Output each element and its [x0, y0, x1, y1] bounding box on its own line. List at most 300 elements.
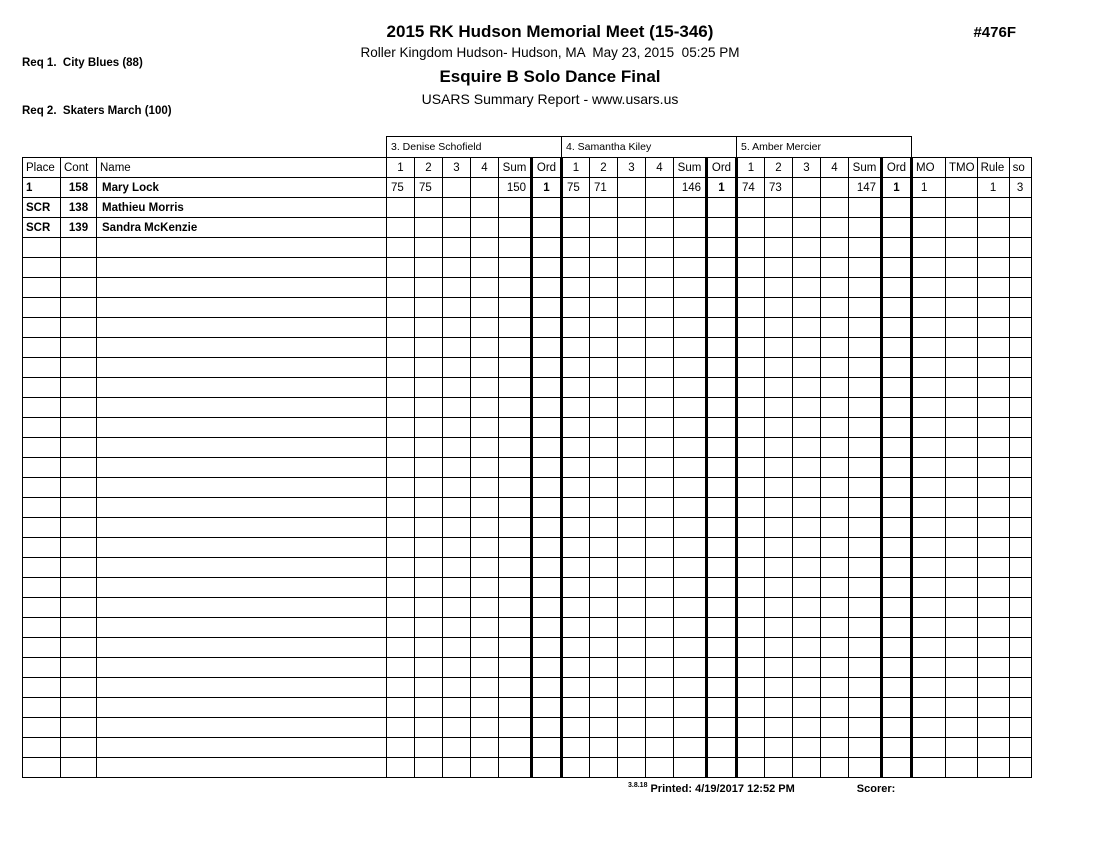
cell-name	[97, 238, 387, 258]
cell-j2-score2	[590, 698, 618, 718]
cell-j1-sum	[499, 278, 532, 298]
table-row-empty	[23, 738, 1032, 758]
cell-j2-ord	[707, 678, 737, 698]
cell-cont	[61, 438, 97, 458]
cell-j3-score3	[793, 718, 821, 738]
cell-j1-score2	[415, 398, 443, 418]
cell-j3-score3	[793, 658, 821, 678]
cell-j1-ord	[532, 598, 562, 618]
cell-j3-score2	[765, 738, 793, 758]
cell-j3-score3	[793, 478, 821, 498]
cell-j3-ord	[882, 378, 912, 398]
cell-j3-sum	[849, 298, 882, 318]
cell-j3-score1	[737, 718, 765, 738]
cell-rule	[977, 718, 1009, 738]
cell-j3-score4	[821, 498, 849, 518]
cell-name	[97, 718, 387, 738]
cell-rule	[977, 398, 1009, 418]
cell-j2-sum	[674, 358, 707, 378]
cell-j3-sum	[849, 398, 882, 418]
cell-j2-sum	[674, 498, 707, 518]
cell-j1-score3	[443, 758, 471, 778]
cell-so	[1009, 578, 1031, 598]
cell-j3-score3	[793, 498, 821, 518]
cell-j3-ord	[882, 618, 912, 638]
cell-j1-score3	[443, 478, 471, 498]
cell-j2-ord	[707, 258, 737, 278]
cell-j2-sum: 146	[674, 178, 707, 198]
cell-j3-ord	[882, 758, 912, 778]
cell-j1-score2	[415, 578, 443, 598]
cell-j2-score4	[646, 538, 674, 558]
cell-j1-score3	[443, 258, 471, 278]
cell-j3-score3	[793, 218, 821, 238]
cell-j1-score1	[387, 698, 415, 718]
cell-j1-ord	[532, 378, 562, 398]
cell-j3-score1	[737, 598, 765, 618]
cell-j3-score4	[821, 318, 849, 338]
cell-j2-sum	[674, 698, 707, 718]
cell-j2-score3	[618, 238, 646, 258]
cell-j1-ord: 1	[532, 178, 562, 198]
cell-cont	[61, 418, 97, 438]
cell-so	[1009, 298, 1031, 318]
cell-mo	[912, 518, 946, 538]
cell-j3-score2	[765, 538, 793, 558]
cell-place	[23, 438, 61, 458]
cell-j1-score2: 75	[415, 178, 443, 198]
cell-j3-sum	[849, 658, 882, 678]
cell-j2-sum	[674, 618, 707, 638]
cell-j2-score3	[618, 478, 646, 498]
cell-j3-score4	[821, 198, 849, 218]
header-judge3-ord: Ord	[882, 158, 912, 178]
cell-so	[1009, 738, 1031, 758]
cell-rule	[977, 678, 1009, 698]
cell-cont	[61, 558, 97, 578]
cell-j1-score2	[415, 758, 443, 778]
cell-j2-score1	[562, 198, 590, 218]
cell-j2-score4	[646, 698, 674, 718]
cell-j3-ord	[882, 258, 912, 278]
cell-j2-ord	[707, 418, 737, 438]
cell-j2-score1	[562, 618, 590, 638]
event-title: Esquire B Solo Dance Final	[439, 67, 661, 86]
cell-j3-score2	[765, 218, 793, 238]
cell-j1-score3	[443, 738, 471, 758]
cell-mo	[912, 338, 946, 358]
page-footer	[628, 783, 895, 795]
cell-j3-score3	[793, 238, 821, 258]
cell-rule: 1	[977, 178, 1009, 198]
cell-so	[1009, 218, 1031, 238]
cell-place	[23, 238, 61, 258]
cell-j1-score2	[415, 298, 443, 318]
cell-j1-sum	[499, 658, 532, 678]
cell-j3-sum	[849, 318, 882, 338]
cell-mo	[912, 318, 946, 338]
cell-j1-score1	[387, 738, 415, 758]
cell-j3-score2	[765, 498, 793, 518]
cell-j3-score4	[821, 298, 849, 318]
cell-j3-ord	[882, 438, 912, 458]
cell-j3-score2	[765, 418, 793, 438]
header-judge2-3: 3	[618, 158, 646, 178]
cell-j3-score1	[737, 558, 765, 578]
cell-j1-sum	[499, 198, 532, 218]
cell-j2-sum	[674, 398, 707, 418]
cell-j2-score4	[646, 458, 674, 478]
cell-j2-score4	[646, 198, 674, 218]
cell-j1-score2	[415, 218, 443, 238]
cell-so	[1009, 198, 1031, 218]
cell-j2-ord	[707, 478, 737, 498]
cell-j2-ord	[707, 198, 737, 218]
cell-j2-score4	[646, 318, 674, 338]
cell-j1-score4	[471, 318, 499, 338]
cell-j2-score3	[618, 338, 646, 358]
cell-mo	[912, 758, 946, 778]
cell-j1-score1	[387, 358, 415, 378]
cell-j2-score3	[618, 758, 646, 778]
cell-name	[97, 598, 387, 618]
cell-j2-score3	[618, 558, 646, 578]
cell-j2-score3	[618, 418, 646, 438]
cell-mo: 1	[912, 178, 946, 198]
cell-j3-score4	[821, 558, 849, 578]
cell-so	[1009, 538, 1031, 558]
cell-j3-score3	[793, 318, 821, 338]
cell-j2-ord	[707, 518, 737, 538]
cell-j2-score4	[646, 218, 674, 238]
cell-j2-ord	[707, 618, 737, 638]
cell-j2-score3	[618, 678, 646, 698]
cell-j2-ord	[707, 378, 737, 398]
cell-j1-ord	[532, 398, 562, 418]
cell-j1-score1	[387, 598, 415, 618]
cell-name	[97, 518, 387, 538]
cell-so	[1009, 678, 1031, 698]
cell-j3-score1	[737, 478, 765, 498]
cell-j1-score4	[471, 338, 499, 358]
cell-j2-score1	[562, 738, 590, 758]
cell-j1-sum	[499, 438, 532, 458]
venue-line: Roller Kingdom Hudson- Hudson, MA May 23, 2015 05:25 PM	[360, 45, 740, 60]
cell-j2-score1	[562, 638, 590, 658]
cell-j2-score3	[618, 438, 646, 458]
cell-j3-score1	[737, 338, 765, 358]
cell-j1-score4	[471, 458, 499, 478]
cell-j2-sum	[674, 458, 707, 478]
header-judge3-1: 1	[737, 158, 765, 178]
table-row-empty	[23, 718, 1032, 738]
cell-j2-sum	[674, 558, 707, 578]
cell-j3-score2	[765, 278, 793, 298]
cell-j2-score4	[646, 478, 674, 498]
cell-rule	[977, 418, 1009, 438]
cell-j2-score3	[618, 278, 646, 298]
cell-so	[1009, 658, 1031, 678]
cell-mo	[912, 358, 946, 378]
header-judge3-4: 4	[821, 158, 849, 178]
cell-j2-score3	[618, 198, 646, 218]
cell-j3-score1	[737, 218, 765, 238]
cell-j1-score3	[443, 218, 471, 238]
cell-place	[23, 398, 61, 418]
cell-j3-sum	[849, 278, 882, 298]
cell-j1-score4	[471, 758, 499, 778]
cell-j1-sum	[499, 718, 532, 738]
cell-j2-sum	[674, 218, 707, 238]
cell-name	[97, 638, 387, 658]
cell-j3-score4	[821, 698, 849, 718]
cell-j3-ord	[882, 698, 912, 718]
cell-name	[97, 758, 387, 778]
cell-j3-ord	[882, 298, 912, 318]
cell-j3-score3	[793, 618, 821, 638]
judge-header-2: 4. Samantha Kiley	[562, 137, 737, 158]
cell-j3-score4	[821, 418, 849, 438]
cell-j2-score1	[562, 458, 590, 478]
cell-j3-score4	[821, 638, 849, 658]
cell-j2-score1	[562, 658, 590, 678]
cell-j3-ord	[882, 558, 912, 578]
cell-j3-score2	[765, 758, 793, 778]
cell-j3-sum	[849, 518, 882, 538]
cell-rule	[977, 638, 1009, 658]
cell-j2-ord	[707, 698, 737, 718]
cell-j1-score3	[443, 338, 471, 358]
cell-j1-sum	[499, 598, 532, 618]
cell-j3-score1	[737, 438, 765, 458]
cell-j2-score1	[562, 718, 590, 738]
cell-j2-score2	[590, 438, 618, 458]
cell-rule	[977, 278, 1009, 298]
cell-tmo	[946, 518, 978, 538]
cell-j3-ord	[882, 718, 912, 738]
cell-j1-sum	[499, 298, 532, 318]
cell-j2-score3	[618, 638, 646, 658]
cell-j3-score1	[737, 538, 765, 558]
cell-j1-sum	[499, 378, 532, 398]
cell-name: Sandra McKenzie	[97, 218, 387, 238]
cell-j2-score1	[562, 278, 590, 298]
cell-j1-score1	[387, 458, 415, 478]
cell-tmo	[946, 498, 978, 518]
header-judge2-ord: Ord	[707, 158, 737, 178]
cell-j3-score2	[765, 698, 793, 718]
cell-j2-ord	[707, 738, 737, 758]
cell-j3-ord	[882, 638, 912, 658]
cell-mo	[912, 718, 946, 738]
cell-name	[97, 418, 387, 438]
cell-j1-score3	[443, 718, 471, 738]
cell-j2-score4	[646, 578, 674, 598]
cell-mo	[912, 218, 946, 238]
cell-j3-score2	[765, 598, 793, 618]
cell-place: 1	[23, 178, 61, 198]
cell-j1-sum	[499, 558, 532, 578]
cell-place	[23, 618, 61, 638]
cell-j3-score2	[765, 558, 793, 578]
cell-j3-score2	[765, 238, 793, 258]
cell-cont	[61, 598, 97, 618]
cell-j1-ord	[532, 518, 562, 538]
cell-j1-ord	[532, 678, 562, 698]
judge-band-right-spacer	[912, 137, 1032, 158]
cell-j3-score1	[737, 358, 765, 378]
meet-title: 2015 RK Hudson Memorial Meet (15-346)	[386, 22, 714, 41]
cell-cont	[61, 638, 97, 658]
cell-place	[23, 578, 61, 598]
cell-tmo	[946, 218, 978, 238]
cell-mo	[912, 298, 946, 318]
cell-j2-score3	[618, 218, 646, 238]
cell-j2-sum	[674, 738, 707, 758]
cell-j3-score2	[765, 198, 793, 218]
cell-j3-score4	[821, 538, 849, 558]
cell-j1-score2	[415, 438, 443, 458]
cell-rule	[977, 258, 1009, 278]
cell-so	[1009, 498, 1031, 518]
cell-j1-ord	[532, 238, 562, 258]
cell-j1-score1	[387, 298, 415, 318]
cell-j2-sum	[674, 438, 707, 458]
cell-place	[23, 358, 61, 378]
cell-j3-score4	[821, 278, 849, 298]
header-judge2-4: 4	[646, 158, 674, 178]
cell-j3-sum	[849, 558, 882, 578]
cell-name	[97, 678, 387, 698]
cell-j2-score2	[590, 338, 618, 358]
cell-j3-sum: 147	[849, 178, 882, 198]
cell-j3-score1	[737, 698, 765, 718]
cell-j3-score4	[821, 718, 849, 738]
cell-tmo	[946, 338, 978, 358]
cell-rule	[977, 618, 1009, 638]
cell-j3-score2	[765, 378, 793, 398]
cell-tmo	[946, 718, 978, 738]
cell-j1-ord	[532, 498, 562, 518]
cell-j1-sum	[499, 698, 532, 718]
cell-j2-score2	[590, 458, 618, 478]
cell-j1-sum	[499, 638, 532, 658]
cell-j3-score1	[737, 198, 765, 218]
cell-j1-score4	[471, 558, 499, 578]
cell-j1-score4	[471, 738, 499, 758]
cell-j3-score3	[793, 458, 821, 478]
cell-j2-score3	[618, 618, 646, 638]
cell-j2-sum	[674, 298, 707, 318]
cell-j2-score2	[590, 678, 618, 698]
cell-cont	[61, 498, 97, 518]
cell-so	[1009, 258, 1031, 278]
cell-j3-score2	[765, 478, 793, 498]
cell-j2-ord	[707, 638, 737, 658]
table-row-empty	[23, 418, 1032, 438]
cell-j2-ord	[707, 298, 737, 318]
cell-place	[23, 558, 61, 578]
cell-so: 3	[1009, 178, 1031, 198]
cell-j3-score1: 74	[737, 178, 765, 198]
cell-j1-score1	[387, 438, 415, 458]
cell-j2-sum	[674, 258, 707, 278]
cell-cont	[61, 738, 97, 758]
cell-cont: 138	[61, 198, 97, 218]
cell-tmo	[946, 278, 978, 298]
cell-j1-sum	[499, 678, 532, 698]
cell-j2-ord: 1	[707, 178, 737, 198]
cell-j2-score1	[562, 218, 590, 238]
cell-j1-score2	[415, 498, 443, 518]
cell-cont	[61, 698, 97, 718]
req-line-1: Req 1. City Blues (88)	[22, 57, 143, 69]
cell-j3-sum	[849, 358, 882, 378]
cell-mo	[912, 458, 946, 478]
cell-tmo	[946, 758, 978, 778]
cell-j1-score3	[443, 458, 471, 478]
cell-place	[23, 698, 61, 718]
cell-j3-score4	[821, 378, 849, 398]
cell-j1-score4	[471, 618, 499, 638]
cell-j3-score3	[793, 338, 821, 358]
cell-mo	[912, 598, 946, 618]
cell-j1-score3	[443, 538, 471, 558]
cell-so	[1009, 758, 1031, 778]
cell-j1-ord	[532, 358, 562, 378]
cell-j2-score4	[646, 338, 674, 358]
cell-j2-score4	[646, 678, 674, 698]
cell-j2-score4	[646, 498, 674, 518]
cell-j1-score1	[387, 578, 415, 598]
cell-place: SCR	[23, 218, 61, 238]
cell-j1-ord	[532, 218, 562, 238]
header-judge1-2: 2	[415, 158, 443, 178]
cell-j2-score2	[590, 478, 618, 498]
cell-so	[1009, 718, 1031, 738]
header-name: Name	[97, 158, 387, 178]
cell-j2-score3	[618, 538, 646, 558]
cell-j1-score3	[443, 638, 471, 658]
cell-j1-score3	[443, 278, 471, 298]
cell-j2-score2	[590, 578, 618, 598]
req-line-2: Req 2. Skaters March (100)	[22, 105, 172, 117]
cell-cont	[61, 718, 97, 738]
cell-j3-score4	[821, 218, 849, 238]
cell-mo	[912, 738, 946, 758]
cell-j3-ord	[882, 478, 912, 498]
cell-j2-score4	[646, 658, 674, 678]
cell-cont	[61, 318, 97, 338]
cell-j1-score3	[443, 318, 471, 338]
cell-place	[23, 658, 61, 678]
cell-cont	[61, 338, 97, 358]
cell-rule	[977, 558, 1009, 578]
cell-j1-ord	[532, 638, 562, 658]
cell-j1-score4	[471, 658, 499, 678]
cell-j2-ord	[707, 458, 737, 478]
cell-j3-score4	[821, 518, 849, 538]
header-rule: Rule	[977, 158, 1009, 178]
cell-j2-score3	[618, 378, 646, 398]
cell-j3-ord: 1	[882, 178, 912, 198]
cell-j2-sum	[674, 638, 707, 658]
cell-j1-score4	[471, 398, 499, 418]
cell-j3-score2	[765, 618, 793, 638]
cell-j1-score1	[387, 658, 415, 678]
column-header-row	[23, 158, 1032, 178]
cell-j2-score3	[618, 458, 646, 478]
